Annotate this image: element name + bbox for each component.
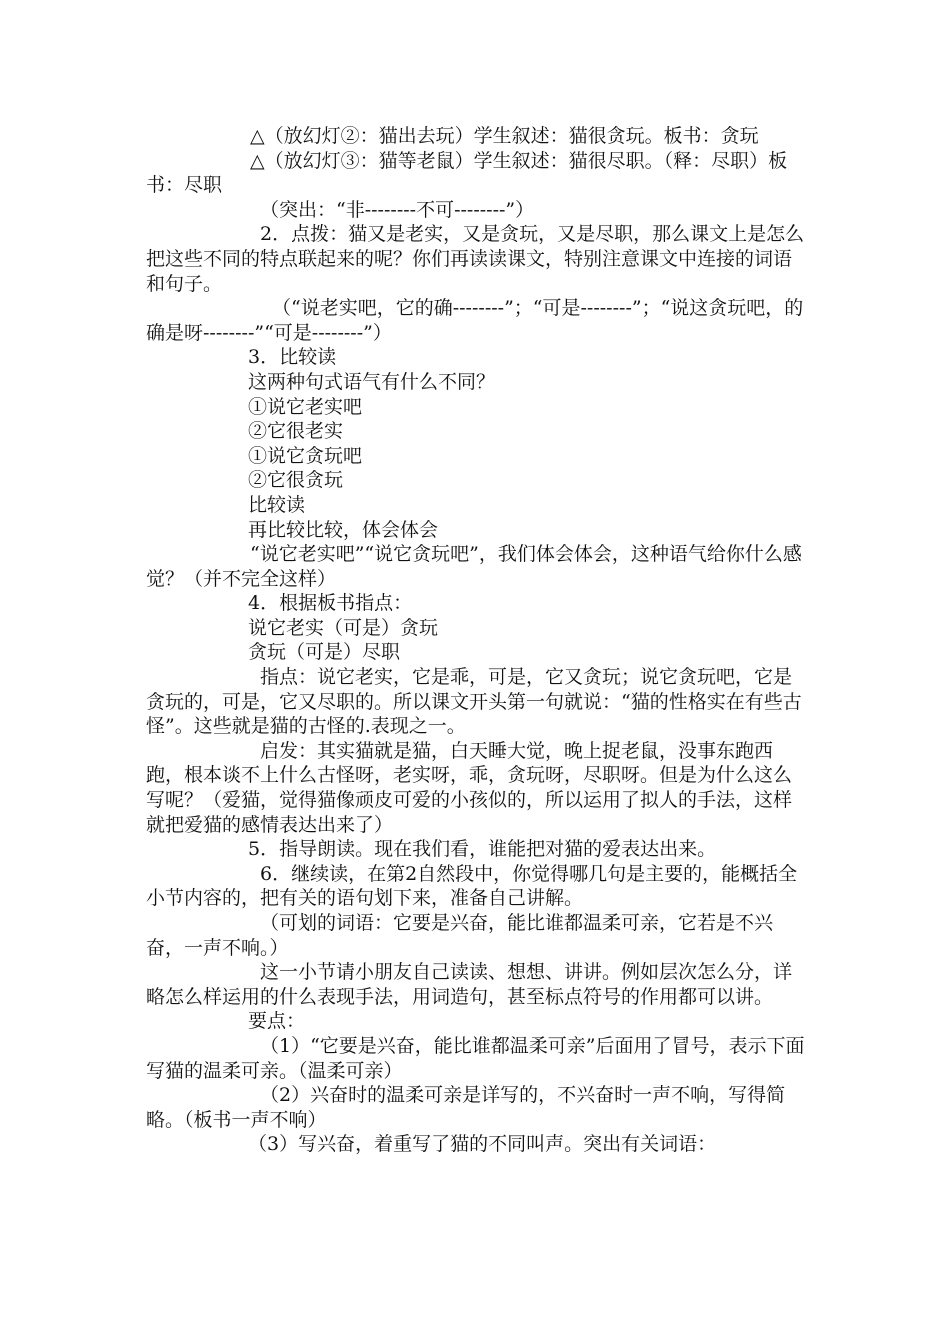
paragraph-step-2: 2．点拨：猫又是老实，又是贪玩，又是尽职，那么课文上是怎么把这些不同的特点联起来的呢？你们再读读课文，特别注意课文中连接的词语和句子。: [146, 223, 805, 295]
paragraph-self-study: 这一小节请小朋友自己读读、想想、讲讲。例如层次怎么分，详略怎么样运用的什么表现手法，用词造句，甚至标点符号的作用都可以讲。: [146, 961, 793, 1008]
paragraph-point-1: （1）“它要是兴奋，能比谁都温柔可亲”后面用了冒号，表示下面写猫的温柔可亲。（温柔可亲）: [146, 1034, 805, 1082]
paragraph-board-1: 说它老实（可是）贪玩: [248, 616, 439, 639]
paragraph-question: 这两种句式语气有什么不同？: [248, 370, 496, 393]
paragraph-slide-2: △（放幻灯②：猫出去玩）学生叙述：猫很贪玩。板书：贪玩: [250, 125, 759, 147]
paragraph-inspire: 启发：其实猫就是猫，白天睡大觉，晚上捉老鼠，没事东跑西跑，根本谈不上什么古怪呀，老实呀，乖，贪玩呀，尽职呀。但是为什么这么写呢？（爱猫，觉得猫像顽皮可爱的小孩似的，所以运用了拟人的手法，这样就把爱猫的感情表达出来了）: [146, 739, 793, 836]
paragraph-tone: “说它老实吧”“说它贪玩吧”，我们体会体会，这种语气给你什么感觉？（并不完全这样）: [146, 543, 802, 590]
paragraph-compare-again: 再比较比较，体会体会: [248, 518, 439, 541]
paragraph-sentence-1b: ②它很老实: [248, 420, 344, 443]
paragraph-highlight: （突出：“非--------不可--------”）: [260, 198, 535, 221]
document-body: [146, 124, 810, 1157]
paragraph-sentence-2b: ②它很贪玩: [248, 469, 344, 492]
paragraph-step-6: 6．继续读，在第2自然段中，你觉得哪几句是主要的，能概括全小节内容的，把有关的语句划下来，准备自己讲解。: [146, 862, 798, 910]
paragraph-compare-read: 比较读: [248, 493, 306, 516]
paragraph-step-2-quotes: （“说老实吧，它的确--------”；“可是--------”；“说这贪玩吧，的确是呀--------”“可是--------”）: [146, 297, 804, 344]
paragraph-sentence-2a: ①说它贪玩吧: [248, 444, 363, 467]
paragraph-step-3: 3．比较读: [248, 346, 337, 369]
paragraph-step-5: 5．指导朗读。现在我们看，谁能把对猫的爱表达出来。: [248, 838, 717, 861]
paragraph-slide-3: △（放幻灯③：猫等老鼠）学生叙述：猫很尽职。（释：尽职）板书：尽职: [146, 149, 788, 197]
paragraph-step-4: 4．根据板书指点：: [248, 592, 413, 615]
paragraph-sentence-1a: ①说它老实吧: [248, 395, 363, 418]
paragraph-point-3: （3）写兴奋，着重写了猫的不同叫声。突出有关词语：: [248, 1133, 717, 1156]
paragraph-key-points: 要点：: [248, 1010, 306, 1033]
paragraph-point-2: （2）兴奋时的温柔可亲是详写的，不兴奋时一声不响，写得简略。（板书一声不响）: [146, 1084, 786, 1131]
paragraph-board-2: 贪玩（可是）尽职: [248, 641, 401, 664]
paragraph-pointing: 指点：说它老实，它是乖，可是，它又贪玩；说它贪玩吧，它是贪玩的，可是，它又尽职的。所以课文开头第一句就说：“猫的性格实在有些古怪”。这些就是猫的古怪的.表现之一。: [146, 666, 802, 738]
paragraph-phrases: （可划的词语：它要是兴奋，能比谁都温柔可亲，它若是不兴奋，一声不响。）: [146, 912, 774, 959]
